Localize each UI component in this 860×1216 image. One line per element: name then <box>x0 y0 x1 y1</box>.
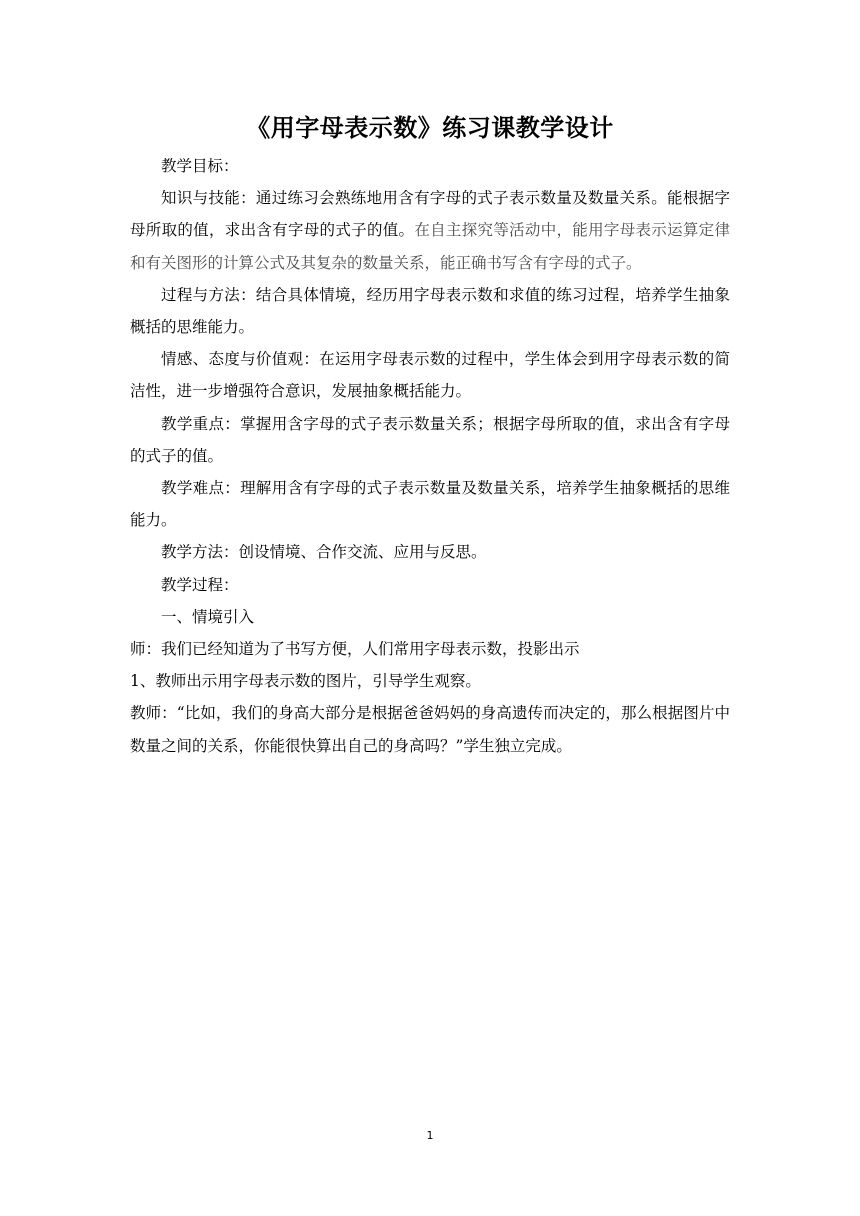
document-body <box>130 150 730 762</box>
knowledge-skills-text: 知识与技能：通过练习会熟练地用含有字母的式子表示数量及数量关系。能根据字母所取的值，求出含有字母的式子的值。 <box>130 189 730 240</box>
paragraph-teaching-methods: 教学方法：创设情境、合作交流、应用与反思。 <box>161 543 487 562</box>
paragraph-emotion-attitude: 情感、态度与价值观：在运用字母表示数的过程中，学生体会到用字母表示数的简洁性，进一步增强符合意识，发展抽象概括能力。 <box>130 350 730 401</box>
paragraph-difficult-points: 教学难点：理解用含有字母的式子表示数量及数量关系，培养学生抽象概括的思维能力。 <box>130 479 730 530</box>
knowledge-skills-gray-text: 在自主探究等活动中，能用字母表示运算定律和有关图形的计算公式及其复杂的数量关系，能正确书写含有字母的式子。 <box>130 221 730 272</box>
paragraph-teacher-question: 教师：“比如，我们的身高大部分是根据爸爸妈妈的身高遗传而决定的，那么根据图片中数量之间的关系，你能很快算出自己的身高吗？”学生独立完成。 <box>130 704 730 755</box>
paragraph-teacher-statement: 师：我们已经知道为了书写方便，人们常用字母表示数，投影出示 <box>130 640 580 659</box>
paragraph-process-methods: 过程与方法：结合具体情境，经历用字母表示数和求值的练习过程，培养学生抽象概括的思维能力。 <box>130 285 730 337</box>
paragraph-key-points: 教学重点：掌握用含字母的式子表示数量关系；根据字母所取的值，求出含有字母的式子的值。 <box>130 414 730 465</box>
paragraph-step-one: 1、教师出示用字母表示数的图片，引导学生观察。 <box>130 672 481 691</box>
paragraph-teaching-objectives: 教学目标： <box>161 157 239 175</box>
document-title: 《用字母表示数》练习课教学设计 <box>246 114 614 142</box>
paragraph-teaching-process: 教学过程： <box>161 575 239 594</box>
paragraph-knowledge-skills <box>130 182 730 279</box>
page-number: 1 <box>426 1129 434 1142</box>
paragraph-section-intro: 一、情境引入 <box>161 607 255 626</box>
